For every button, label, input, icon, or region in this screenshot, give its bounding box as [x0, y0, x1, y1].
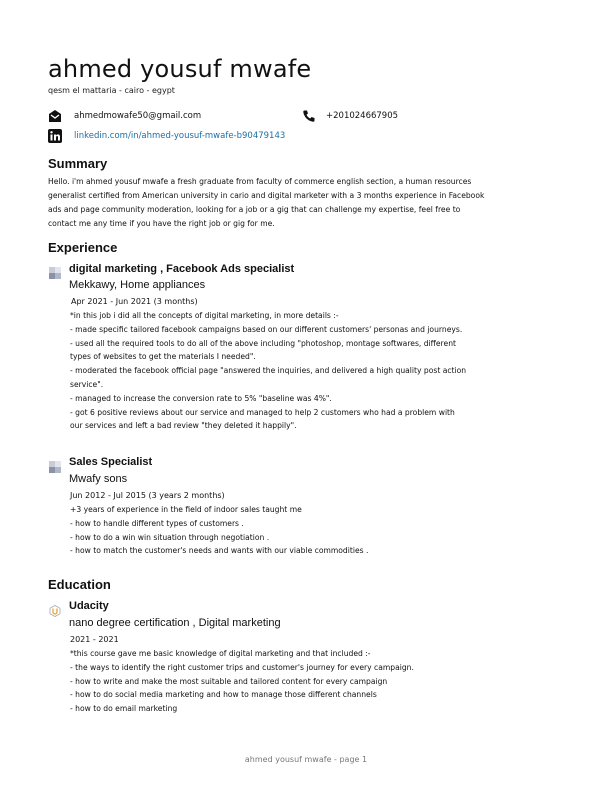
description-line: +3 years of experience in the field of indoor sales taught me	[70, 505, 302, 514]
description-line: - moderated the facebook official page "answered the inquiries, and delivered a high quality post action	[70, 366, 467, 376]
company-logo-icon	[49, 264, 61, 276]
experience-heading: Experience	[48, 240, 118, 255]
job-dates: Apr 2021 - Jun 2021 (3 months)	[71, 297, 198, 306]
description-line: - how to write and make the most suitable and tailored content for every campaign	[70, 676, 388, 686]
description-line: - the ways to identify the right customer trips and customer's journey for every campaign.	[70, 662, 414, 672]
description-line: - how to do email marketing	[70, 704, 178, 714]
linkedin-icon	[48, 129, 62, 143]
description-line: - managed to increase the conversion rate to 5% "baseline was 4%".	[70, 393, 332, 403]
phone-icon	[302, 109, 316, 123]
candidate-name: ahmed yousuf mwafe	[48, 55, 312, 83]
summary-line: contact me any time if you have the right job or gig for me.	[48, 219, 275, 228]
udacity-logo-icon	[49, 602, 61, 614]
description-line: types of websites to get the materials I needed".	[70, 352, 256, 362]
description-line: service".	[70, 379, 104, 389]
company-name: Mekkawy, Home appliances	[69, 279, 206, 291]
linkedin-contact	[48, 129, 285, 143]
description-line: - got 6 positive reviews about our service and managed to help 2 customers who had a problem with	[70, 407, 455, 417]
education-heading: Education	[48, 577, 111, 592]
job-description	[70, 503, 560, 558]
summary-line: Hello. i'm ahmed yousuf mwafe a fresh graduate from faculty of commerce english section, a human resources	[48, 177, 472, 186]
description-line: - how to do a win win situation through negotiation .	[70, 532, 270, 542]
summary-line: generalist certified from American university in cario and digital marketer with a 3 months experience in Facebook	[48, 191, 485, 200]
description-line: - how to handle different types of customers .	[70, 518, 244, 528]
job-description	[70, 309, 560, 433]
job-title: digital marketing , Facebook Ads specialist	[69, 263, 295, 275]
linkedin-link[interactable]: linkedin.com/in/ahmed-yousuf-mwafe-b90479143	[74, 131, 286, 141]
candidate-location: qesm el mattaria - cairo - egypt	[48, 86, 175, 95]
summary-line: ads and page community moderation, looking for a job or a gig that can challenge my expertise, feel free to	[48, 205, 461, 214]
job-dates: Jun 2012 - Jul 2015 (3 years 2 months)	[70, 491, 225, 500]
company-logo-icon	[49, 458, 61, 470]
description-line: *in this job i did all the concepts of digital marketing, in more details :-	[70, 311, 339, 320]
description-line: our services and left a bad review "they deleted it happily".	[70, 421, 297, 431]
phone-text[interactable]: +201024667905	[326, 111, 399, 121]
education-description	[70, 647, 560, 716]
envelope-icon	[48, 109, 62, 123]
description-line: *this course gave me basic knowledge of digital marketing and that included :-	[70, 649, 371, 658]
summary-text	[48, 175, 553, 231]
description-line: - used all the required tools to do all of the above including "photoshop, montage softwares, different	[70, 338, 456, 348]
school-name: Udacity	[69, 600, 109, 612]
education-dates: 2021 - 2021	[70, 635, 119, 644]
description-line: - made specific tailored facebook campaigns based on our different customers' personas and journeys.	[70, 324, 463, 334]
summary-heading: Summary	[48, 156, 108, 171]
job-title: Sales Specialist	[69, 456, 153, 468]
page-footer: ahmed yousuf mwafe - page 1	[244, 755, 368, 764]
phone-contact	[302, 109, 398, 123]
email-text[interactable]: ahmedmowafe50@gmail.com	[74, 111, 202, 121]
company-name: Mwafy sons	[69, 473, 128, 485]
description-line: - how to do social media marketing and how to manage those different channels	[70, 690, 377, 700]
degree-name: nano degree certification , Digital marketing	[69, 617, 281, 629]
email-contact	[48, 109, 201, 123]
description-line: - how to match the customer's needs and wants with our viable commodities .	[70, 546, 369, 556]
